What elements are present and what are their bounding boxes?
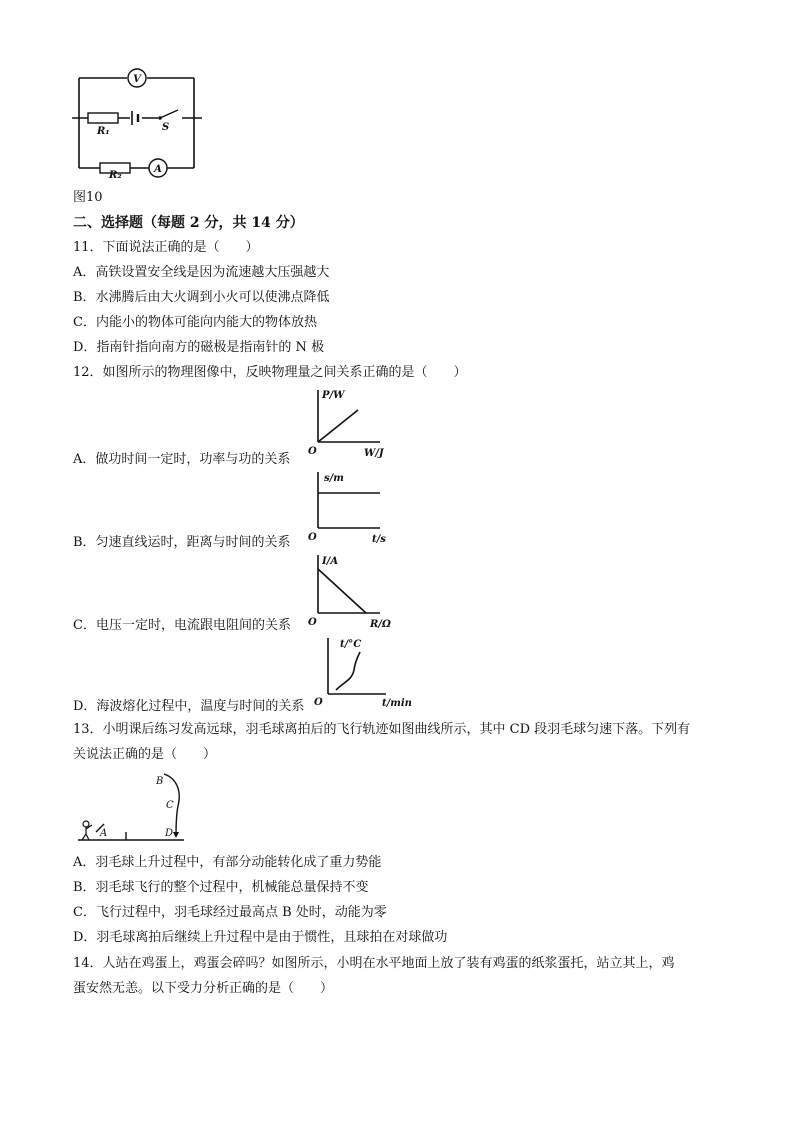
q11-option-b: B．水沸腾后由大火调到小火可以使沸点降低 [73,290,330,305]
q12-stem: 12．如图所示的物理图像中，反映物理量之间关系正确的是（ ） [73,365,467,380]
q12-option-b: B．匀速直线运时，距离与时间的关系 [73,535,291,550]
q13-option-a: A．羽毛球上升过程中，有部分动能转化成了重力势能 [73,855,382,870]
q13-option-b: B．羽毛球飞行的整个过程中，机械能总量保持不变 [73,880,369,895]
q11-stem: 11．下面说法正确的是（ ） [73,240,259,255]
r1-resistor [88,113,118,123]
graph-b-origin: O [308,532,317,543]
section-heading: 二、选择题（每题 2 分，共 14 分） [73,215,304,231]
graph-c-ylabel: I/A [322,556,339,567]
q11-option-a: A．高铁设置安全线是因为流速越大压强越大 [73,265,330,280]
q11-option-d: D．指南针指向南方的磁极是指南针的 N 极 [73,340,325,355]
badminton-trajectory-diagram [74,770,189,848]
r1-label: R₁ [97,126,110,137]
q11-option-c: C．内能小的物体可能向内能大的物体放热 [73,315,317,330]
graph-d-xlabel: t/min [382,698,412,709]
graph-a-ylabel: P/W [322,390,345,401]
q12-graph-d [312,634,422,710]
point-d-label: D [165,828,174,839]
q12-option-d: D．海波熔化过程中，温度与时间的关系 [73,699,305,714]
q13-option-d: D．羽毛球离拍后继续上升过程中是由于惯性，且球拍在对球做功 [73,930,448,945]
graph-a-xlabel: W/J [364,448,384,459]
voltmeter-label: V [133,74,141,85]
circuit-diagram [72,68,202,178]
player-head [83,821,89,827]
graph-d-ylabel: t/°C [340,639,362,650]
q14-stem-line2: 蛋安然无恙。以下受力分析正确的是（ ） [73,981,334,996]
switch-label: S [162,122,170,133]
q13-option-c: C．飞行过程中，羽毛球经过最高点 B 处时，动能为零 [73,905,387,920]
q14-stem-line1: 14．人站在鸡蛋上，鸡蛋会碎吗？如图所示，小明在水平地面上放了装有鸡蛋的纸浆蛋托，站立其上，鸡 [73,956,675,971]
r2-label: R₂ [109,170,122,178]
q12-option-a: A．做功时间一定时，功率与功的关系 [73,452,291,467]
figure-caption: 图10 [73,190,103,205]
q12-option-c: C．电压一定时，电流跟电阻间的关系 [73,618,291,633]
point-c-label: C [166,800,174,811]
graph-c-xlabel: R/Ω [370,619,391,629]
graph-b-ylabel: s/m [324,473,344,484]
q12-graph-c [306,551,402,629]
ammeter-label: A [154,164,162,175]
q13-stem-line2: 关说法正确的是（ ） [73,747,217,762]
graph-b-xlabel: t/s [372,534,386,544]
graph-c-origin: O [308,617,317,628]
point-b-label: B [156,776,164,787]
q12-graph-b [306,468,396,544]
graph-c-line [318,569,366,613]
graph-a-origin: O [308,446,317,457]
q13-stem-line1: 13．小明课后练习发高远球，羽毛球离拍后的飞行轨迹如图曲线所示，其中 CD 段羽毛球匀速下落。下列有 [73,722,691,737]
graph-d-origin: O [314,697,323,708]
graph-d-curve [336,652,360,690]
q12-graph-a [306,386,396,460]
graph-a-line [318,410,358,442]
point-a-label: A [100,828,108,839]
